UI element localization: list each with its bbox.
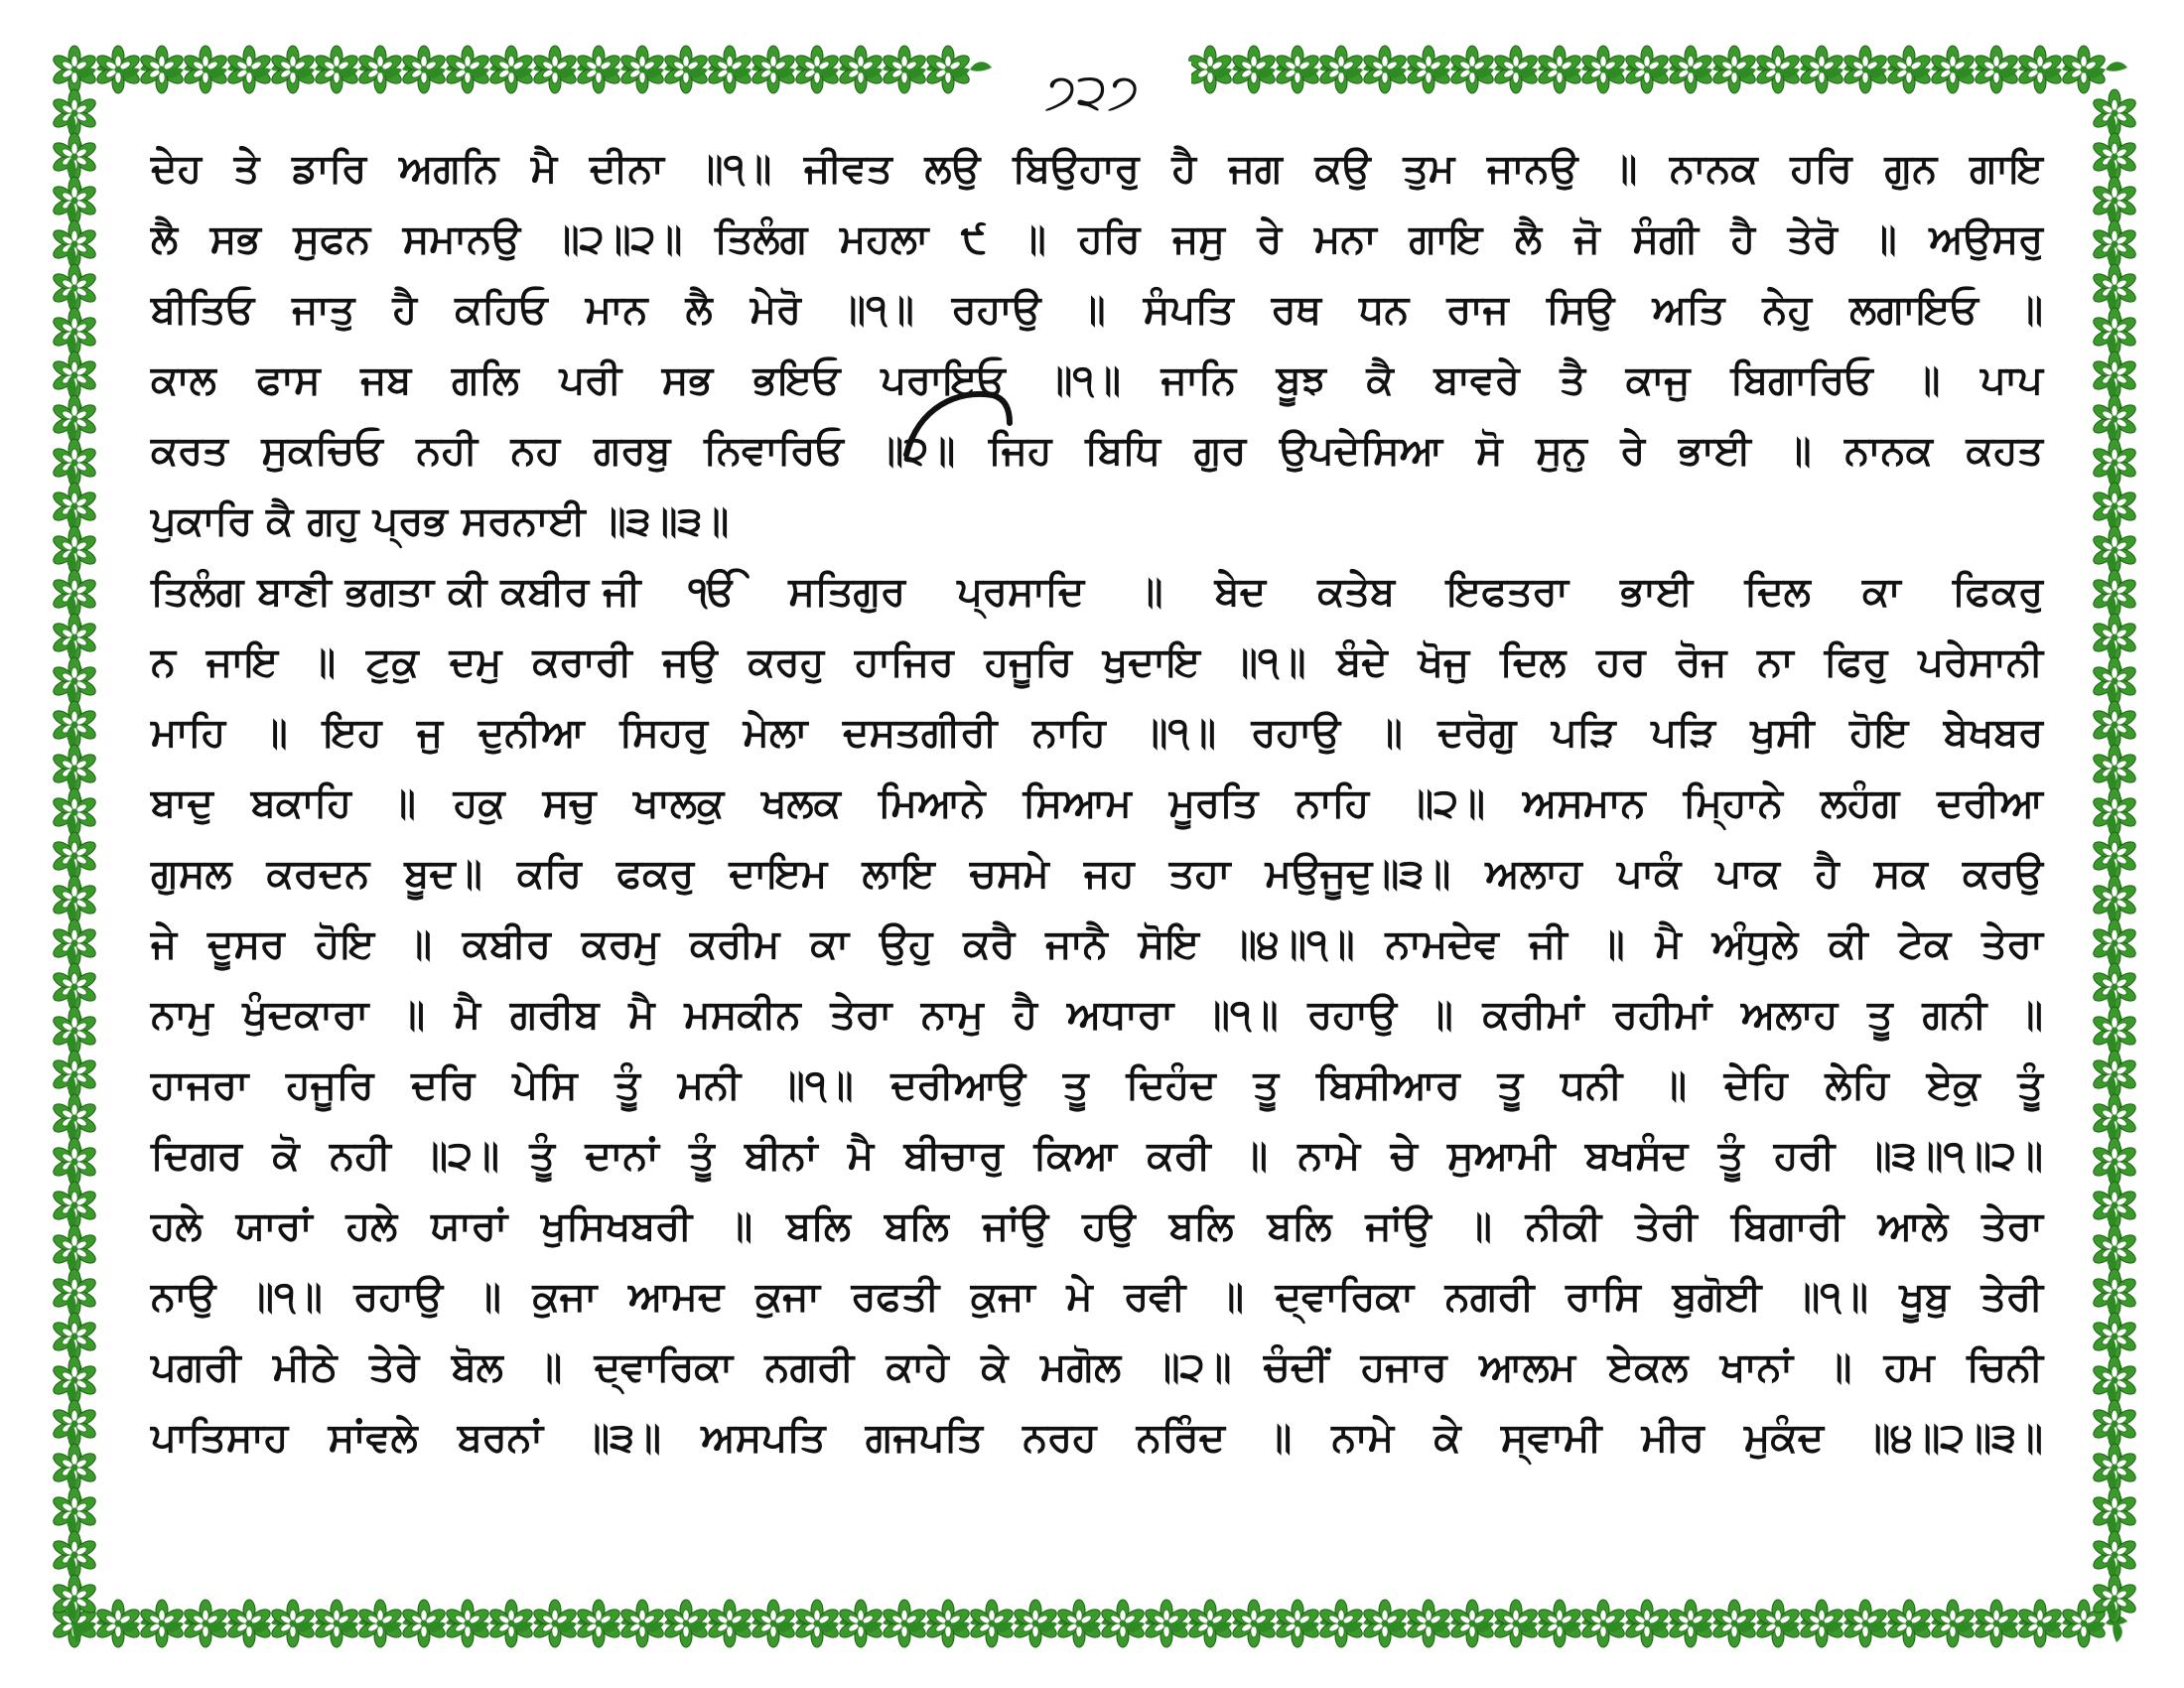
- text-line: ਜੇ ਦੂਸਰ ਹੋਇ ॥ ਕਬੀਰ ਕਰਮੁ ਕਰੀਮ ਕਾ ਉਹੁ ਕਰੈ ਜਾਨੈ ਸੋਇ ॥੪॥੧॥ ਨਾਮਦੇਵ ਜੀ ॥ ਮੈ ਅੰਧੁਲੇ ਕੀ ਟੇਕ ਤੇਰਾ: [151, 921, 2043, 967]
- text-line: ਪਗਰੀ ਮੀਠੇ ਤੇਰੇ ਬੋਲ ॥ ਦ੍ਵਾਰਿਕਾ ਨਗਰੀ ਕਾਹੇ ਕੇ ਮਗੋਲ ॥੨॥ ਚੰਦੀਂ ਹਜਾਰ ਆਲਮ ਏਕਲ ਖਾਨਾਂ ॥ ਹਮ ਚਿਨੀ: [151, 1344, 2043, 1390]
- text-line: ਬਾਦੁ ਬਕਾਹਿ ॥ ਹਕੁ ਸਚੁ ਖਾਲਕੁ ਖਲਕ ਮਿਆਨੇ ਸਿਆਮ ਮੂਰਤਿ ਨਾਹਿ ॥੨॥ ਅਸਮਾਨ ਮ੍ਹਿਾਨੇ ਲਹੰਗ ਦਰੀਆ: [151, 780, 2043, 826]
- section-heading-line: [151, 557, 2043, 628]
- ek-onkar-arc: [898, 389, 1018, 459]
- text-line: ਕਰਤ ਸੁਕਚਿਓ ਨਹੀ ਨਹ ਗਰਬੁ ਨਿਵਾਰਿਓ ॥੨॥ ਜਿਹ ਬਿਧਿ ਗੁਰ ਉਪਦੇਸਿਆ ਸੋ ਸੁਨੁ ਰੇ ਭਾਈ ॥ ਨਾਨਕ ਕਹਤ: [151, 428, 2043, 474]
- text-line: ਪਾਤਿਸਾਹ ਸਾਂਵਲੇ ਬਰਨਾਂ ॥੩॥ ਅਸਪਤਿ ਗਜਪਤਿ ਨਰਹ ਨਰਿੰਦ ॥ ਨਾਮੇ ਕੇ ਸ੍ਵਾਮੀ ਮੀਰ ਮੁਕੰਦ ॥੪॥੨॥੩॥: [151, 1415, 2043, 1461]
- section-heading: ਤਿਲੰਗ ਬਾਣੀ ਭਗਤਾ ਕੀ ਕਬੀਰ ਜੀ: [151, 569, 641, 615]
- mool-mantar-line: ੴ ਸਤਿਗੁਰ ਪ੍ਰਸਾਦਿ ॥ ਬੇਦ ਕਤੇਬ ਇਫਤਰਾ ਭਾਈ ਦਿਲ ਕਾ ਫਿਕਰੁ: [688, 569, 2043, 615]
- text-line: ਗੁਸਲ ਕਰਦਨ ਬੂਦ॥ ਕਰਿ ਫਕਰੁ ਦਾਇਮ ਲਾਇ ਚਸਮੇ ਜਹ ਤਹਾ ਮਉਜੂਦੁ॥੩॥ ਅਲਾਹ ਪਾਕੰ ਪਾਕ ਹੈ ਸਕ ਕਰਉ: [151, 851, 2043, 897]
- text-line: ਕਾਲ ਫਾਸ ਜਬ ਗਲਿ ਪਰੀ ਸਭ ਭਇਓ ਪਰਾਇਓ ॥੧॥ ਜਾਨਿ ਬੂਝ ਕੈ ਬਾਵਰੇ ਤੈ ਕਾਜੁ ਬਿਗਾਰਿਓ ॥ ਪਾਪ: [151, 357, 2043, 403]
- text-line: ਦਿਗਰ ਕੋ ਨਹੀ ॥੨॥ ਤੂੰ ਦਾਨਾਂ ਤੂੰ ਬੀਨਾਂ ਮੈ ਬੀਚਾਰੁ ਕਿਆ ਕਰੀ ॥ ਨਾਮੇ ਚੇ ਸੁਆਮੀ ਬਖਸੰਦ ਤੂੰ ਹਰੀ ॥੩॥੧॥੨॥: [151, 1133, 2043, 1179]
- text-line: ਨਾਉ ॥੧॥ ਰਹਾਉ ॥ ਕੁਜਾ ਆਮਦ ਕੁਜਾ ਰਫਤੀ ਕੁਜਾ ਮੇ ਰਵੀ ॥ ਦ੍ਵਾਰਿਕਾ ਨਗਰੀ ਰਾਸਿ ਬੁਗੋਈ ॥੧॥ ਖੂਬੁ ਤੇਰੀ: [151, 1274, 2043, 1320]
- text-line: ਪੁਕਾਰਿ ਕੈ ਗਹੁ ਪ੍ਰਭ ਸਰਨਾਈ ॥੩॥੩॥: [151, 498, 730, 544]
- text-line: ਲੈ ਸਭ ਸੁਫਨ ਸਮਾਨਉ ॥੨॥੨॥ ਤਿਲੰਗ ਮਹਲਾ ੯ ॥ ਹਰਿ ਜਸੁ ਰੇ ਮਨਾ ਗਾਇ ਲੈ ਜੋ ਸੰਗੀ ਹੈ ਤੇਰੋ ॥ ਅਉਸਰੁ: [151, 216, 2043, 262]
- page-number: ੭੨੭: [993, 62, 1191, 121]
- text-line: ਹਾਜਰਾ ਹਜੂਰਿ ਦਰਿ ਪੇਸਿ ਤੂੰ ਮਨੀ ॥੧॥ ਦਰੀਆਉ ਤੂ ਦਿਹੰਦ ਤੂ ਬਿਸੀਆਰ ਤੂ ਧਨੀ ॥ ਦੇਹਿ ਲੇਹਿ ਏਕੁ ਤੂੰ: [151, 1062, 2043, 1108]
- text-line: ਬੀਤਿਓ ਜਾਤੁ ਹੈ ਕਹਿਓ ਮਾਨ ਲੈ ਮੇਰੋ ॥੧॥ ਰਹਾਉ ॥ ਸੰਪਤਿ ਰਥ ਧਨ ਰਾਜ ਸਿਉ ਅਤਿ ਨੇਹੁ ਲਗਾਇਓ ॥: [151, 287, 2043, 333]
- text-line: ਦੇਹ ਤੇ ਡਾਰਿ ਅਗਨਿ ਮੈ ਦੀਨਾ ॥੧॥ ਜੀਵਤ ਲਉ ਬਿਉਹਾਰੁ ਹੈ ਜਗ ਕਉ ਤੁਮ ਜਾਨਉ ॥ ਨਾਨਕ ਹਰਿ ਗੁਨ ਗਾਇ: [151, 146, 2043, 192]
- text-line: ਮਾਹਿ ॥ ਇਹ ਜੁ ਦੁਨੀਆ ਸਿਹਰੁ ਮੇਲਾ ਦਸਤਗੀਰੀ ਨਾਹਿ ॥੧॥ ਰਹਾਉ ॥ ਦਰੋਗੁ ਪੜਿ ਪੜਿ ਖੁਸੀ ਹੋਇ ਬੇਖਬਰ: [151, 710, 2043, 756]
- text-line: ਹਲੇ ਯਾਰਾਂ ਹਲੇ ਯਾਰਾਂ ਖੁਸਿਖਬਰੀ ॥ ਬਲਿ ਬਲਿ ਜਾਂਉ ਹਉ ਬਲਿ ਬਲਿ ਜਾਂਉ ॥ ਨੀਕੀ ਤੇਰੀ ਬਿਗਾਰੀ ਆਲੇ ਤੇਰਾ: [151, 1203, 2043, 1249]
- text-line: ਨ ਜਾਇ ॥ ਟੁਕੁ ਦਮੁ ਕਰਾਰੀ ਜਉ ਕਰਹੁ ਹਾਜਿਰ ਹਜੂਰਿ ਖੁਦਾਇ ॥੧॥ ਬੰਦੇ ਖੋਜੁ ਦਿਲ ਹਰ ਰੋਜ ਨਾ ਫਿਰੁ ਪਰੇਸਾਨੀ: [151, 639, 2043, 685]
- text-line: ਨਾਮੁ ਖੁੰਦਕਾਰਾ ॥ ਮੈ ਗਰੀਬ ਮੈ ਮਸਕੀਨ ਤੇਰਾ ਨਾਮੁ ਹੈ ਅਧਾਰਾ ॥੧॥ ਰਹਾਉ ॥ ਕਰੀਮਾਂ ਰਹੀਮਾਂ ਅਲਾਹ ਤੂ ਗਨੀ ॥: [151, 992, 2043, 1038]
- scripture-text: [151, 134, 2043, 1474]
